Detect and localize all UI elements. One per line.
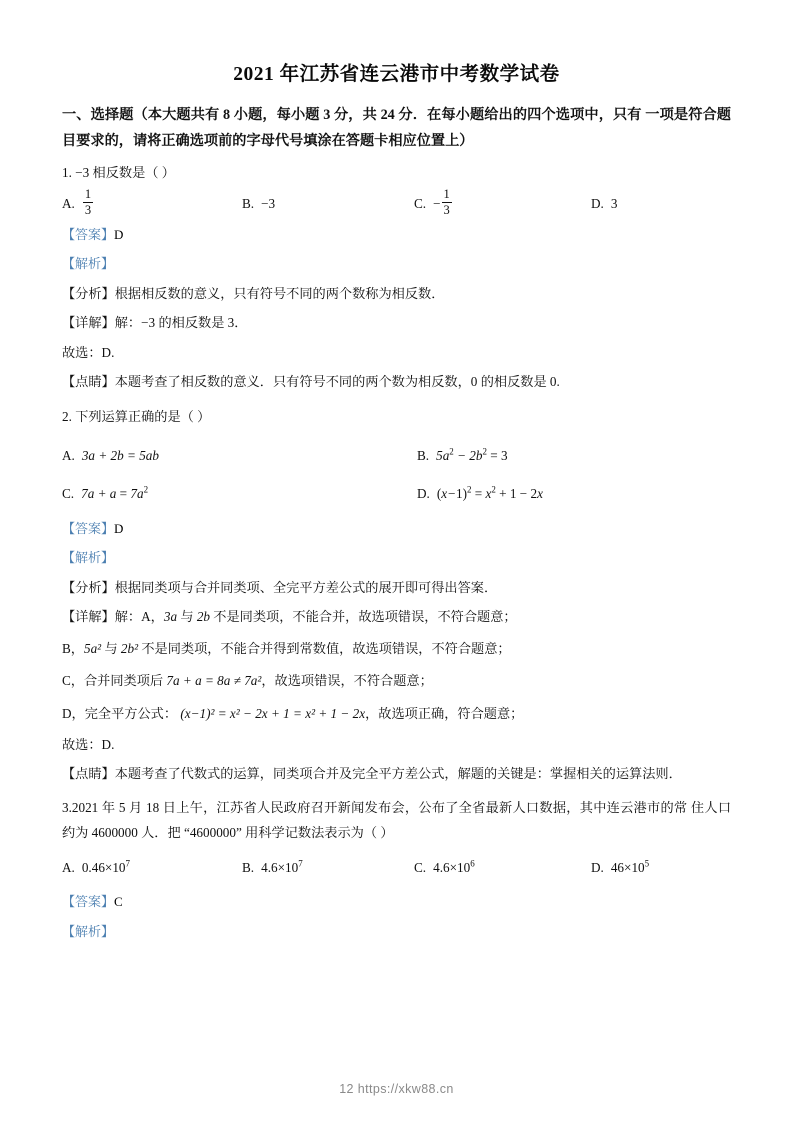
question-1-dianjing <box>62 369 731 395</box>
detail-math-2: 2b <box>196 609 210 625</box>
page-footer: 12 https://xkw88.cn <box>339 1082 454 1096</box>
option-label: A. <box>62 860 75 876</box>
detail-math-1: 5a² <box>83 640 102 656</box>
question-2-options-row2 <box>62 482 731 506</box>
question-2-detail-b <box>62 634 731 664</box>
fraction-numerator: 1 <box>84 187 92 202</box>
option-label: B. <box>242 860 255 876</box>
question-2-analysis-tag <box>62 545 731 572</box>
question-2-option-d[interactable] <box>417 482 717 506</box>
question-3-number: 3. <box>62 799 72 815</box>
question-3-options <box>62 856 731 880</box>
option-value: $46\times 10^5$ <box>610 858 650 876</box>
option-label: A. <box>62 448 75 464</box>
answer-value: D <box>114 520 124 536</box>
option-label: A. <box>62 196 75 211</box>
question-3-stem <box>62 795 731 846</box>
question-2-detail-a <box>62 604 731 630</box>
fenxi-text: 根据相反数的意义，只有符号不同的两个数称为相反数． <box>114 285 445 301</box>
option-value: 3a + 2b = 5ab <box>81 448 159 464</box>
option-value: $4.6\times 10^6$ <box>433 858 475 876</box>
fraction-one-third <box>83 188 93 217</box>
detail-prefix: C，合并同类项后 <box>62 673 164 689</box>
analysis-tag: 【解析】 <box>62 256 115 272</box>
xiangjie-tag: 【详解】 <box>62 315 115 331</box>
exponent: 6 <box>470 858 475 869</box>
option-label: D. <box>591 196 604 211</box>
option-label: C. <box>414 860 427 876</box>
xiangjie-text: 解：−3 的相反数是 3． <box>114 315 248 331</box>
question-2-option-b[interactable] <box>417 444 717 468</box>
question-1-stem <box>62 160 731 186</box>
question-2-number: 2. <box>62 409 72 425</box>
detail-suffix: ，故选项正确，符合题意； <box>365 706 524 722</box>
question-2-detail-d <box>62 699 731 729</box>
fraction-denominator: 3 <box>84 203 92 218</box>
question-2-stem <box>62 404 731 430</box>
option-label: D. <box>417 485 430 501</box>
fraction-denominator: 3 <box>443 203 450 218</box>
question-2-option-a[interactable] <box>62 444 417 468</box>
question-3-analysis-tag <box>62 919 731 946</box>
question-2-fenxi <box>62 575 731 601</box>
question-2-answer <box>62 516 731 543</box>
dianjing-text: 本题考查了相反数的意义．只有符号不同的两个数为相反数，0 的相反数是 0. <box>114 374 560 390</box>
section-heading <box>62 102 731 155</box>
analysis-tag: 【解析】 <box>62 923 115 939</box>
dianjing-tag: 【点睛】 <box>62 374 115 390</box>
detail-prefix: B， <box>62 640 84 656</box>
detail-math-1: 3a <box>163 609 178 625</box>
detail-prefix: 解：A， <box>114 609 164 625</box>
question-2-detail-c <box>62 666 731 696</box>
detail-suffix: ，故选项错误，不符合题意； <box>261 673 433 689</box>
answer-tag: 【答案】 <box>62 520 115 536</box>
detail-math-2: 2b² <box>120 640 139 656</box>
question-1-option-a[interactable] <box>62 189 242 218</box>
question-2-dianjing <box>62 761 731 787</box>
detail-mid: 与 <box>104 640 118 656</box>
question-3-answer <box>62 889 731 916</box>
detail-mid: 与 <box>180 609 194 625</box>
question-2-text: 下列运算正确的是（ ） <box>75 409 211 425</box>
question-1-options <box>62 189 731 218</box>
option-label: D. <box>591 860 604 876</box>
question-3-option-c[interactable] <box>414 856 591 880</box>
option-label: B. <box>242 196 255 211</box>
question-3-text-line1: 2021 年 5 月 18 日上午，江苏省人民政府召开新闻发布会，公布了全省最新人口数据，其中连云港市的常 <box>71 799 688 815</box>
option-label: C. <box>414 196 427 211</box>
fenxi-text: 根据同类项与合并同类项、全完平方差公式的展开即可得出答案． <box>114 579 498 595</box>
question-3-text-line2: 住人口约为 4600000 人．把 “4600000” 用科学记数法表示为（ ） <box>62 799 732 841</box>
exponent: 7 <box>125 858 131 869</box>
question-1-option-d[interactable] <box>591 189 731 218</box>
dianjing-tag: 【点睛】 <box>62 766 115 782</box>
exponent: 5 <box>644 858 650 869</box>
option-value: $5a^2 - 2b^2 = 3$ <box>436 446 508 464</box>
option-label: C. <box>62 485 75 501</box>
question-1-option-b[interactable] <box>242 189 414 218</box>
detail-suffix: 不是同类项，不能合并得到常数值，故选项错误，不符合题意； <box>141 640 511 656</box>
option-value: −3 <box>261 196 276 211</box>
answer-tag: 【答案】 <box>62 226 115 242</box>
question-3-option-b[interactable] <box>242 856 414 880</box>
option-value: $4.6\times 10^7$ <box>261 858 303 876</box>
section-heading-line2: 一项是符合题目要求的，请将正确选项前的字母代号填涂在答题卡相应位置上） <box>62 107 731 150</box>
question-1-guxuan: 故选：D. <box>62 344 115 360</box>
question-2-guxuan: 故选：D. <box>62 736 115 752</box>
answer-value: C <box>114 893 123 909</box>
detail-math: 7a + a = 8a ≠ 7a² <box>166 673 262 689</box>
question-1-analysis-tag <box>62 251 731 278</box>
question-3-option-d[interactable] <box>591 856 731 880</box>
exponent: 7 <box>298 858 303 869</box>
question-1-text: −3 相反数是（ ） <box>75 164 175 180</box>
question-1-number: 1. <box>62 164 72 180</box>
answer-value: D <box>114 226 124 242</box>
option-value: $(x-1)^2 = x^2 + 1 - 2x$ <box>436 484 543 501</box>
detail-math: (x−1)² = x² − 2x + 1 = x² + 1 − 2x <box>180 706 366 722</box>
fenxi-tag: 【分析】 <box>62 285 115 301</box>
question-1-xiangjie <box>62 310 731 336</box>
fenxi-tag: 【分析】 <box>62 579 115 595</box>
detail-prefix: D，完全平方公式： <box>62 706 178 722</box>
question-1-fenxi <box>62 281 731 307</box>
question-2-option-c[interactable] <box>62 482 417 506</box>
question-2-options-row1 <box>62 444 731 468</box>
section-heading-line1: 一、选择题（本大题共有 8 小题，每小题 3 分，共 24 分．在每小题给出的四个选项中，只有 <box>62 107 642 123</box>
option-label: B. <box>417 448 430 464</box>
answer-tag: 【答案】 <box>62 893 115 909</box>
minus-sign: − <box>433 196 441 211</box>
question-3-option-a[interactable] <box>62 856 242 880</box>
question-1-option-c[interactable] <box>414 189 591 218</box>
page-title: 2021 年江苏省连云港市中考数学试卷 <box>233 64 560 85</box>
analysis-tag: 【解析】 <box>62 550 115 566</box>
dianjing-text: 本题考查了代数式的运算，同类项合并及完全平方差公式，解题的关键是：掌握相关的运算法则． <box>114 766 682 782</box>
option-value: 3 <box>610 196 618 211</box>
fraction-numerator: 1 <box>443 187 450 202</box>
question-1-answer <box>62 222 731 249</box>
xiangjie-tag: 【详解】 <box>62 609 115 625</box>
option-value: $0.46\times 10^7$ <box>81 858 131 876</box>
detail-suffix: 不是同类项，不能合并，故选项错误，不符合题意； <box>213 609 517 625</box>
option-value: $7a + a = 7a^2$ <box>81 484 149 501</box>
fraction-one-third <box>442 188 452 217</box>
